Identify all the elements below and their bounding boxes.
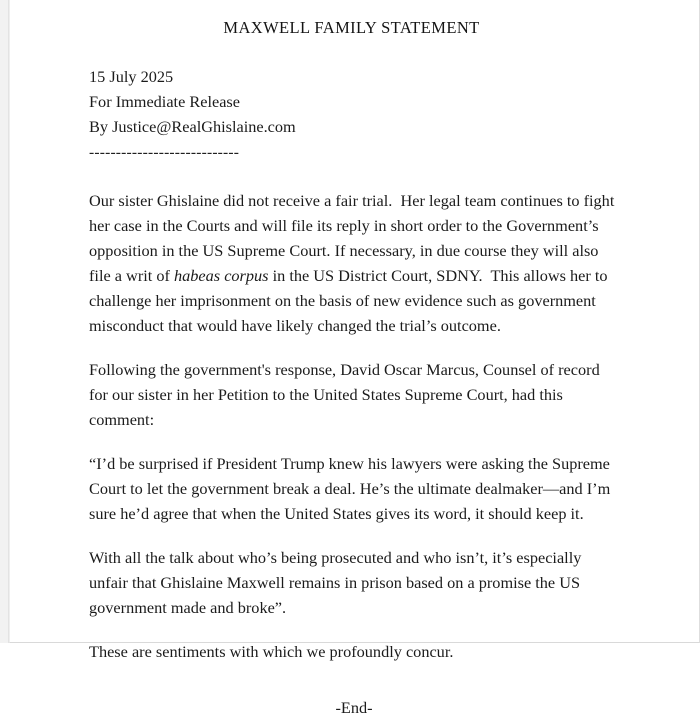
latin-term-habeas-corpus: habeas corpus <box>174 266 269 285</box>
statement-date: 15 July 2025 <box>89 67 174 86</box>
paragraph-1-text-a: Our sister Ghislaine did not receive a fair trial. Her legal team continues to fight her case in the Courts and will file its reply in short order to the Government’s opposition in the US Supreme Court. If necessary, in due course they will also file a writ of <box>89 191 619 285</box>
release-note: For Immediate Release <box>89 92 240 111</box>
page-sheet <box>9 0 700 717</box>
paragraph-4-quote-close: With all the talk about who’s being prosecuted and who isn’t, it’s especially unfair that Ghislaine Maxwell remains in prison based on a promise the US government made and broke”. <box>89 548 586 617</box>
document-body <box>10 64 699 720</box>
dashed-divider: ---------------------------- <box>89 144 240 161</box>
letterhead-block <box>89 64 621 165</box>
byline-email: By Justice@RealGhislaine.com <box>89 117 296 136</box>
end-marker: -End- <box>335 698 373 717</box>
paragraph-1-text-b: in the US District Court, SDNY. This allows her to challenge her imprisonment on the basis of new evidence such as government misconduct that would have likely changed the trial’s outcome. <box>89 266 612 335</box>
paragraph-3-quote-open: “I’d be surprised if President Trump knew his lawyers were asking the Supreme Court to let the government break a deal. He’s the ultimate dealmaker—and I’m sure he’d agree that when the United States gives its word, it should keep it. <box>89 454 615 523</box>
page-title: MAXWELL FAMILY STATEMENT <box>223 18 480 37</box>
paragraph-5-closing: These are sentiments with which we profoundly concur. <box>89 642 454 661</box>
paragraph-1 <box>89 188 621 338</box>
paragraph-2: Following the government's response, David Oscar Marcus, Counsel of record for our sister in her Petition to the United States Supreme Court, had this comment: <box>89 360 604 429</box>
page-left-gutter <box>0 0 9 643</box>
